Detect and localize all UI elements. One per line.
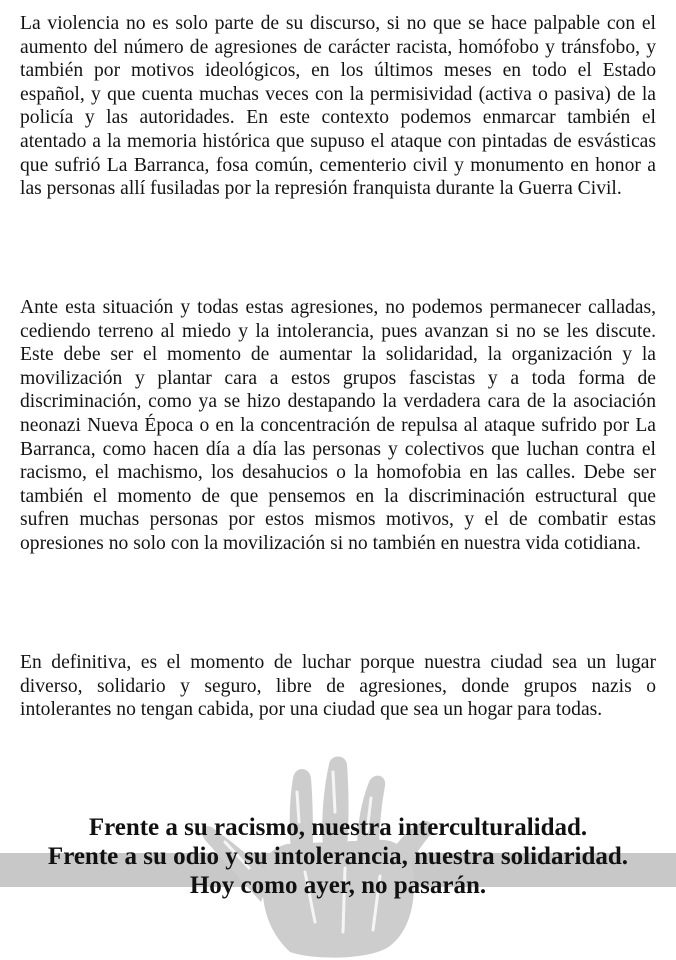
slogan-racism: Frente a su racismo, nuestra interculturalidad. — [88, 814, 588, 841]
paragraph-violence: La violencia no es solo parte de su discurso, si no que se hace palpable con el aumento del número de agresiones de carácter racista, homófobo y tránsfobo, y también por motivos ideológicos, en los últimos meses en todo el Estado español, y que cuenta muchas veces con la permisividad (activa o pasiva) de la policía y las autoridades. En este contexto podemos enmarcar también el atentado a la memoria histórica que supuso el ataque con pintadas de esvásticas que sufrió La Barranca, fosa común, cementerio civil y monumento en honor a las personas allí fusiladas por la represión franquista durante la Guerra Civil. — [20, 13, 656, 200]
slogan-no-pasaran: Hoy como ayer, no pasarán. — [189, 872, 487, 899]
paragraph-conclusion: En definitiva, es el momento de luchar porque nuestra ciudad sea un lugar diverso, solidario y seguro, libre de agresiones, donde grupos nazis o intolerantes no tengan cabida, por una ciudad que sea un hogar para todas. — [20, 652, 656, 721]
paragraph-solidarity: Ante esta situación y todas estas agresiones, no podemos permanecer calladas, cediendo terreno al miedo y la intolerancia, pues avanzan si no se les discute. Este debe ser el momento de aumentar la solidaridad, la organización y la movilización y plantar cara a estos grupos fascistas y a toda forma de discriminación, como ya se hizo destapando la verdadera cara de la asociación neonazi Nueva Época o en la concentración de repulsa al ataque sufrido por La Barranca, como hacen día a día las personas y colectivos que luchan contra el racismo, el machismo, los desahucios o la homofobia en las calles. Debe ser también el momento de que pensemos en la discriminación estructural que sufren muchas personas por estos mismos motivos, y el de combatir estas opresiones no solo con la movilización si no también en nuestra vida cotidiana. — [20, 297, 656, 554]
slogan-hate: Frente a su odio y su intolerancia, nuestra solidaridad. — [47, 843, 629, 870]
slogan-block — [0, 813, 676, 900]
